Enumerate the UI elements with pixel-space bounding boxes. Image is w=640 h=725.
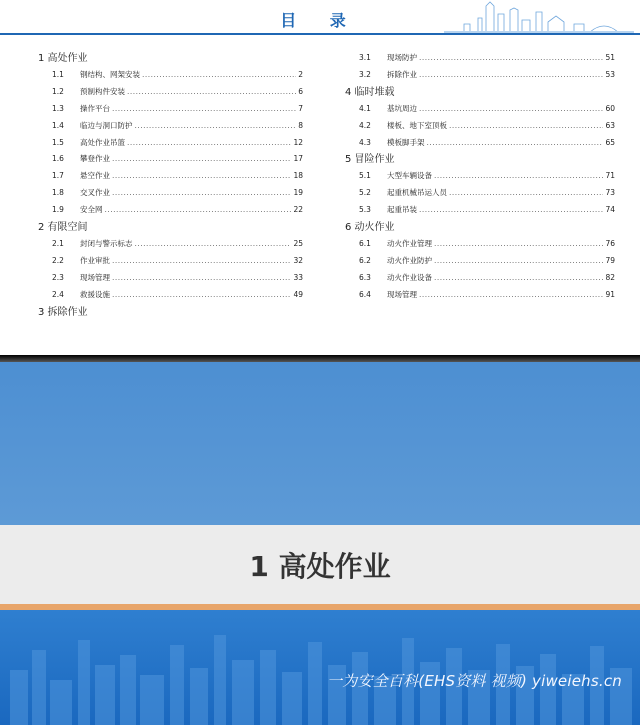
toc-entry-page: 12 (293, 137, 303, 147)
toc-entry[interactable] (38, 118, 303, 135)
toc-entry[interactable] (345, 202, 615, 219)
toc-leader-dots (112, 168, 291, 185)
toc-entry-number: 1.1 (52, 70, 64, 79)
toc-entry-label: 封闭与警示标志 (80, 239, 133, 249)
toc-entry-label: 起重吊装 (387, 205, 417, 215)
toc-leader-dots (427, 135, 604, 152)
toc-section-heading[interactable]: 6 动火作业 (345, 222, 395, 234)
toc-entry-page: 7 (298, 103, 303, 113)
chapter-cover (0, 362, 640, 725)
toc-entry-page: 63 (605, 120, 615, 130)
toc-entry-number: 6.4 (359, 289, 371, 299)
toc-entry-label: 动火作业管理 (387, 239, 432, 249)
toc-entry-number: 1.9 (52, 205, 64, 215)
toc-entry-page: 74 (605, 205, 615, 215)
toc-leader-dots (112, 151, 291, 168)
toc-leader-dots (419, 287, 603, 304)
toc-entry-label: 现场防护 (387, 53, 417, 62)
toc-leader-dots (127, 135, 291, 152)
toc-entry-number: 6.1 (359, 239, 371, 249)
toc-entry[interactable] (38, 202, 303, 219)
toc-section-heading[interactable]: 3 拆除作业 (38, 306, 88, 318)
toc-entry-number: 3.1 (359, 53, 371, 62)
toc-leader-dots (434, 253, 603, 270)
toc-entry-label: 临边与洞口防护 (80, 120, 133, 130)
toc-entry[interactable] (345, 270, 615, 287)
toc-entry-label: 楼板、地下室顶板 (387, 120, 447, 130)
toc-entry[interactable] (345, 118, 615, 135)
toc-leader-dots (127, 84, 296, 101)
toc-entry[interactable] (345, 101, 615, 118)
toc-leader-dots (449, 185, 603, 202)
toc-entry-number: 2.1 (52, 239, 64, 249)
toc-entry[interactable] (345, 287, 615, 304)
toc-leader-dots (112, 101, 296, 118)
toc-entry-number: 5.2 (359, 188, 371, 198)
toc-leader-dots (419, 202, 603, 219)
toc-entry[interactable] (38, 185, 303, 202)
toc-entry-label: 救援设施 (80, 289, 110, 299)
skyline-illustration (444, 0, 634, 34)
toc-entry[interactable] (38, 67, 303, 84)
toc-entry-number: 1.2 (52, 86, 64, 96)
toc-section-heading[interactable]: 5 冒险作业 (345, 154, 395, 166)
toc-leader-dots (434, 270, 603, 287)
toc-entry-page: 60 (605, 103, 615, 113)
toc-leader-dots (112, 253, 291, 270)
toc-entry-number: 4.2 (359, 120, 371, 130)
toc-leader-dots (142, 67, 296, 84)
toc-leader-dots (135, 118, 297, 135)
city-skyline-illustration (0, 610, 640, 725)
toc-entry-label: 动火作业防护 (387, 256, 432, 266)
toc-entry-label: 作业审批 (80, 255, 110, 265)
toc-leader-dots (449, 118, 603, 135)
toc-entry-number: 1.6 (52, 154, 64, 164)
toc-section-heading[interactable]: 1 高处作业 (38, 53, 88, 64)
toc-entry-number: 2.3 (52, 272, 64, 282)
toc-entry-label: 拆除作业 (387, 69, 417, 79)
toc-entry-label: 攀登作业 (80, 154, 110, 164)
toc-right-column (345, 50, 615, 304)
toc-entry-label: 现场管理 (80, 272, 110, 282)
toc-entry[interactable] (38, 151, 303, 168)
toc-leader-dots (105, 202, 292, 219)
toc-page (0, 0, 640, 362)
toc-entry-label: 操作平台 (80, 103, 110, 113)
toc-entry-page: 79 (605, 256, 615, 266)
toc-leader-dots (434, 236, 603, 253)
toc-entry-number: 2.4 (52, 289, 64, 299)
toc-leader-dots (112, 287, 291, 304)
toc-leader-dots (434, 168, 603, 185)
toc-entry-page: 25 (293, 239, 303, 249)
toc-entry-page: 2 (298, 70, 303, 79)
toc-leader-dots (419, 67, 603, 84)
toc-entry-label: 钢结构、网架安装 (80, 70, 140, 79)
toc-title: 目 录 (280, 11, 360, 30)
toc-entry[interactable] (38, 236, 303, 253)
toc-entry-label: 悬空作业 (80, 171, 110, 181)
toc-entry[interactable] (345, 253, 615, 270)
cover-top-band (0, 362, 640, 525)
toc-entry-page: 91 (605, 289, 615, 299)
toc-entry-number: 4.1 (359, 103, 371, 113)
toc-entry-label: 预制构件安装 (80, 86, 125, 96)
toc-entry[interactable] (345, 50, 615, 67)
toc-entry-number: 1.3 (52, 103, 64, 113)
toc-leader-dots (419, 50, 603, 67)
toc-entry-page: 65 (605, 137, 615, 147)
toc-entry-number: 1.4 (52, 120, 64, 130)
toc-entry-page: 82 (605, 272, 615, 282)
toc-entry-page: 53 (605, 69, 615, 79)
toc-entry-page: 19 (293, 188, 303, 198)
toc-section-heading[interactable]: 2 有限空间 (38, 222, 88, 234)
toc-leader-dots (135, 236, 292, 253)
toc-entry-page: 71 (605, 171, 615, 181)
toc-entry[interactable] (38, 287, 303, 304)
toc-entry[interactable] (345, 236, 615, 253)
toc-entry-label: 基坑周边 (387, 103, 417, 113)
toc-entry-number: 1.5 (52, 137, 64, 147)
toc-entry-page: 18 (293, 171, 303, 181)
toc-entry-label: 现场管理 (387, 289, 417, 299)
toc-leader-dots (112, 270, 291, 287)
toc-entry-page: 73 (605, 188, 615, 198)
toc-leader-dots (112, 185, 291, 202)
toc-entry-number: 5.1 (359, 171, 371, 181)
header-rule (0, 33, 640, 35)
toc-entry[interactable] (345, 67, 615, 84)
toc-entry[interactable] (38, 270, 303, 287)
toc-leader-dots (419, 101, 603, 118)
toc-entry-number: 2.2 (52, 255, 64, 265)
toc-entry[interactable] (345, 168, 615, 185)
toc-entry[interactable] (345, 135, 615, 152)
toc-entry-page: 51 (605, 53, 615, 62)
page-divider (0, 355, 640, 362)
toc-entry-number: 3.2 (359, 69, 371, 79)
watermark-text: 一为安全百科(EHS资料 视频) yiweiehs.cn (327, 672, 622, 690)
toc-entry-label: 动火作业设备 (387, 272, 432, 282)
toc-entry-page: 22 (293, 205, 303, 215)
cover-bottom-band (0, 610, 640, 725)
toc-entry-page: 33 (293, 272, 303, 282)
toc-entry-number: 5.3 (359, 205, 371, 215)
toc-entry-number: 1.7 (52, 171, 64, 181)
toc-entry-page: 32 (293, 255, 303, 265)
toc-entry-number: 6.3 (359, 272, 371, 282)
toc-left-column (38, 50, 303, 321)
toc-entry-label: 大型车辆设备 (387, 171, 432, 181)
toc-entry[interactable] (345, 185, 615, 202)
toc-entry-label: 高处作业吊篮 (80, 137, 125, 147)
toc-entry-number: 6.2 (359, 256, 371, 266)
toc-entry[interactable] (38, 253, 303, 270)
toc-entry[interactable] (38, 84, 303, 101)
toc-section-heading[interactable]: 4 临时堆载 (345, 86, 395, 98)
toc-entry[interactable] (38, 101, 303, 118)
toc-entry[interactable] (38, 168, 303, 185)
toc-entry-page: 8 (298, 120, 303, 130)
toc-entry-label: 交叉作业 (80, 188, 110, 198)
toc-entry-number: 4.3 (359, 137, 371, 147)
toc-entry-page: 6 (298, 86, 303, 96)
toc-entry-label: 模板脚手架 (387, 137, 425, 147)
chapter-title: 1 高处作业 (249, 550, 391, 583)
toc-entry-label: 起重机械吊运人员 (387, 188, 447, 198)
toc-entry-label: 安全网 (80, 205, 103, 215)
toc-entry-page: 49 (293, 289, 303, 299)
toc-entry-number: 1.8 (52, 188, 64, 198)
toc-entry-page: 76 (605, 239, 615, 249)
toc-entry[interactable] (38, 135, 303, 152)
toc-entry-page: 17 (293, 154, 303, 164)
